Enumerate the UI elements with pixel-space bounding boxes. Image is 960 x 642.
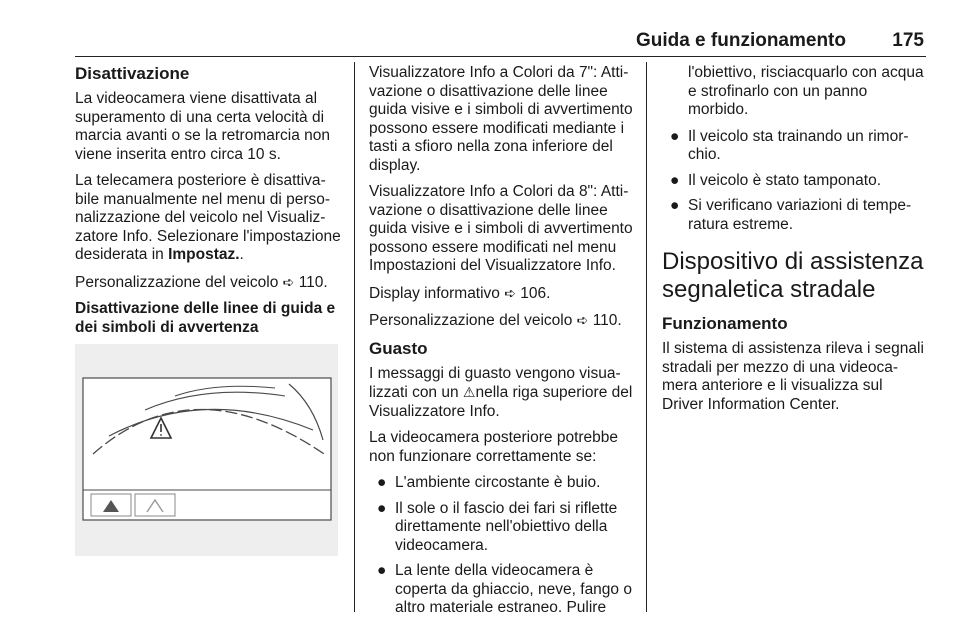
bullet-list <box>662 128 926 235</box>
text: Display informativo <box>369 284 500 302</box>
list-item-text: Il veicolo è stato tamponato. <box>688 171 882 189</box>
list-item-text: Si verificano variazioni di temperatura estreme. <box>688 197 912 233</box>
bullet-icon: ● <box>377 562 387 579</box>
text: La telecamera posteriore è disattivabile manualmente nel menu di personalizzazione del veicolo nel Visualizzatore Info. Selezionare l'impostazione desiderata in <box>75 172 341 263</box>
paragraph: Visualizzatore Info a Colori da 8": Attivazione o disattivazione delle linee guida visive e i simboli di avvertimento possono essere modificati nel menu Impostazioni del Visualizzatore Info. <box>369 183 633 274</box>
camera-display-illustration-svg <box>75 344 338 556</box>
list-item-text: La lente della videocamera è coperta da ghiaccio, neve, fango o altro materiale estraneo. Pulire <box>395 562 632 616</box>
page-ref: 106. <box>520 284 551 302</box>
list-item <box>369 500 635 556</box>
paragraph <box>369 365 635 422</box>
text: I messaggi di guasto vengono visualizzati con un <box>369 364 621 401</box>
paragraph <box>369 311 635 331</box>
column-divider-2 <box>646 62 647 612</box>
list-item <box>662 197 926 234</box>
text: nella riga superiore del Visualizzatore Info. <box>369 384 633 420</box>
bullet-icon: ● <box>670 197 680 214</box>
column-1 <box>75 64 343 341</box>
text: . <box>239 246 244 263</box>
section-heading-disattivazione: Disattivazione <box>75 64 190 83</box>
bullet-icon: ● <box>377 474 387 491</box>
section-heading-traffic-sign-assistant: Dispositivo di assistenza segnaletica stradale <box>662 248 924 303</box>
page-ref-arrow-icon: ➪ <box>504 284 516 301</box>
bullet-list <box>369 474 635 618</box>
bullet-icon: ● <box>377 499 387 517</box>
paragraph: La videocamera posteriore potrebbe non funzionare correttamente se: <box>369 429 619 465</box>
paragraph: Il sistema di assistenza rileva i segnali stradali per mezzo di una videocamera anteriore e li visualizza sul Driver Information Center. <box>662 340 924 413</box>
column-3 <box>662 64 926 422</box>
column-2 <box>369 64 635 625</box>
text: Personalizzazione del veicolo <box>75 273 279 291</box>
paragraph-continued: l'obiettivo, risciacquarlo con acqua e strofinarlo con un panno morbido. <box>688 64 924 118</box>
page-ref: 110. <box>592 312 622 329</box>
paragraph <box>75 273 343 293</box>
bullet-icon: ● <box>670 171 680 189</box>
subheading-guide-lines: Disattivazione delle linee di guida e dei simboli di avvertenza <box>75 300 336 336</box>
section-heading-guasto: Guasto <box>369 338 428 358</box>
list-item <box>662 172 926 191</box>
page-number: 175 <box>892 30 924 51</box>
page-ref: 110. <box>298 273 328 291</box>
paragraph <box>369 284 635 304</box>
text: Personalizzazione del veicolo <box>369 312 573 329</box>
list-item <box>369 474 635 493</box>
paragraph <box>75 172 343 265</box>
column-divider-1 <box>354 62 355 612</box>
camera-display-illustration <box>75 344 338 556</box>
header-title: Guida e funzionamento <box>635 30 846 51</box>
page-ref-arrow-icon: ➪ <box>282 273 295 290</box>
page-ref-arrow-icon: ➪ <box>576 312 589 328</box>
list-item-text: Il veicolo sta trainando un rimorchio. <box>688 127 909 163</box>
warning-triangle-icon: ⚠ <box>462 384 476 400</box>
list-item-text: Il sole o il fascio dei fari si riflette direttamente nell'obiettivo della videocamera. <box>395 499 618 554</box>
list-item <box>369 562 635 618</box>
header-rule <box>75 56 926 57</box>
list-item <box>662 128 926 165</box>
bullet-icon: ● <box>670 127 680 145</box>
list-item-text: L'ambiente circostante è buio. <box>395 474 601 491</box>
paragraph: La videocamera viene disattivata al superamento di una certa velocità di marcia avanti o se la retromarcia non viene inserita entro circa 10 s. <box>75 90 331 163</box>
paragraph: Visualizzatore Info a Colori da 7": Attivazione o disattivazione delle linee guida visive e i simboli di avvertimento possono essere modificati mediante i tasti a sfioro nella zona inferiore del display. <box>369 64 633 174</box>
menu-term: Impostaz. <box>168 246 240 263</box>
subheading-funzionamento: Funzionamento <box>662 314 788 333</box>
